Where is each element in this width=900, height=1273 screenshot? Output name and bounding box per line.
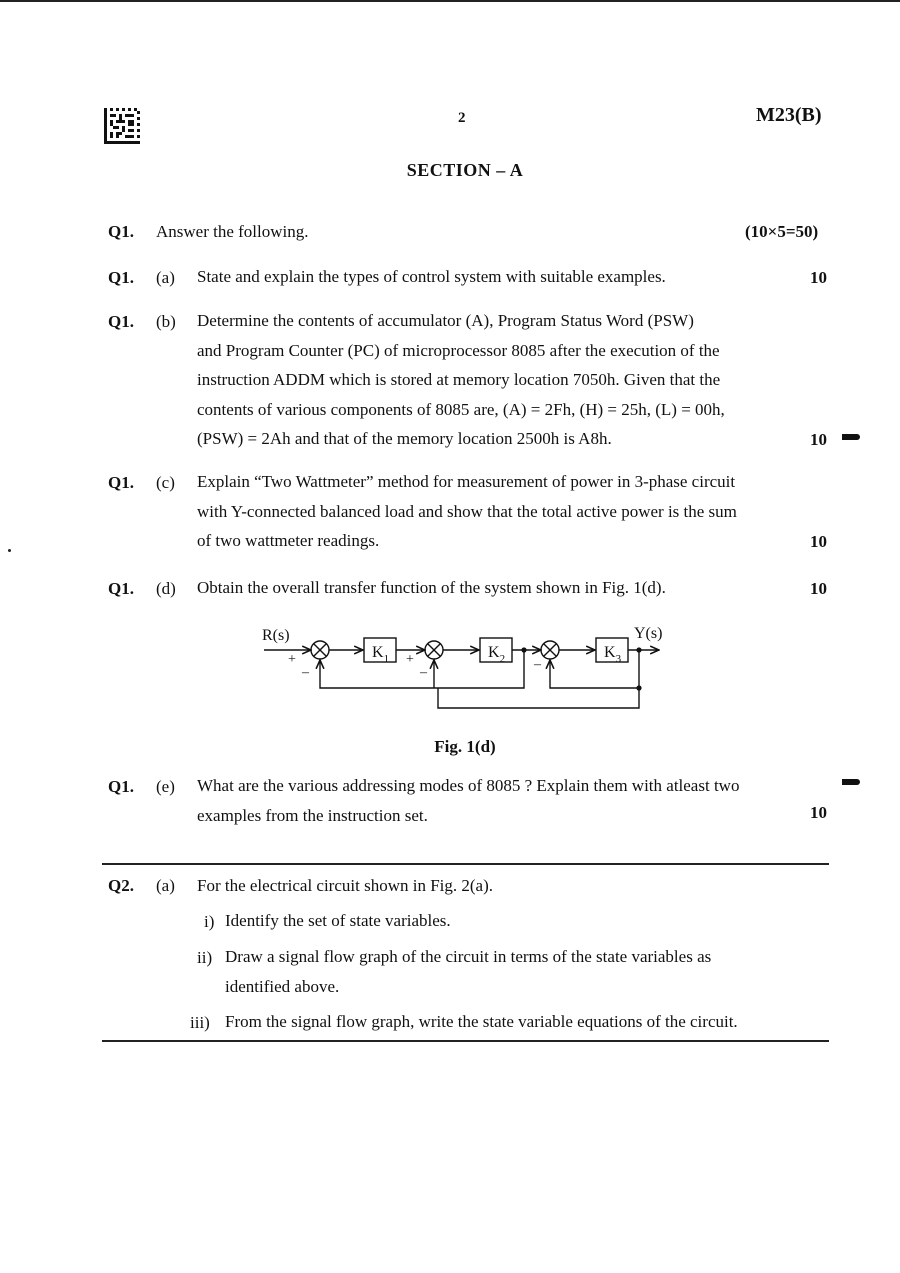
q1d-marks: 10: [810, 579, 827, 598]
q1-intro-text: Answer the following.: [156, 222, 309, 241]
plus-sign-2: +: [406, 652, 414, 667]
q2a-item-text: [225, 942, 825, 1001]
q1e-line: What are the various addressing modes of 8085 ? Explain them with atleast two: [197, 776, 740, 795]
q1b-line: instruction ADDM which is stored at memory location 7050h. Given that the: [197, 370, 721, 389]
q2a-label: Q2.: [108, 876, 134, 895]
q2a-item-line: identified above.: [225, 976, 340, 996]
q1c-line: with Y-connected balanced load and show that the total active power is the sum: [197, 501, 737, 521]
block-k3-label: $K_3$: [604, 644, 622, 665]
q1b-line: (PSW) = 2Ah and that of the memory location 2500h is A8h.: [197, 429, 612, 448]
q1c-label: Q1.: [108, 473, 134, 492]
q1a-label: Q1.: [108, 268, 134, 287]
q2a-item-line: From the signal flow graph, write the state variable equations of the circuit.: [225, 1012, 738, 1031]
q1e-marks: 10: [810, 803, 827, 822]
fig1d-caption: Fig. 1(d): [434, 737, 496, 756]
q1e-label: Q1.: [108, 777, 134, 796]
summing-junction-1: [311, 641, 329, 659]
q1d-line: Obtain the overall transfer function of the system shown in Fig. 1(d).: [197, 578, 666, 597]
q1b-text: [197, 306, 817, 454]
q1a-line: State and explain the types of control system with suitable examples.: [197, 267, 666, 286]
margin-tick-mark: [842, 434, 860, 440]
q1b-marks: 10: [810, 430, 827, 449]
summing-junction-3: [541, 641, 559, 659]
q2a-item-text: [225, 1007, 825, 1037]
q1b-label: Q1.: [108, 312, 134, 331]
q2a-item-text: [225, 906, 825, 936]
q1d-text: [197, 573, 817, 603]
q2a-item-num: ii): [197, 948, 213, 967]
q1c-marks: 10: [810, 532, 827, 551]
q1d-sub: (d): [156, 579, 176, 598]
q1e-line: examples from the instruction set.: [197, 805, 428, 825]
q1-intro-label: Q1.: [108, 222, 134, 241]
q1d-label: Q1.: [108, 579, 134, 598]
datamatrix-code-icon: [104, 108, 140, 144]
plus-sign-1: +: [288, 652, 296, 667]
paper-code: M23(B): [756, 104, 822, 126]
fig1d-block-diagram: [250, 620, 680, 720]
q1b-line: Determine the contents of accumulator (A), Program Status Word (PSW): [197, 311, 694, 330]
q1e-sub: (e): [156, 777, 175, 796]
q2a-item-num: iii): [190, 1013, 210, 1032]
q1-total-marks: (10×5=50): [745, 222, 819, 241]
minus-sign-3: –: [534, 657, 541, 672]
block-k1-label: $K_1$: [372, 644, 390, 665]
q1a-marks: 10: [810, 268, 827, 287]
feedback-path-3: [550, 660, 639, 688]
bottom-divider-rule: [102, 1040, 829, 1042]
q1b-sub: (b): [156, 312, 176, 331]
q1b-line: and Program Counter (PC) of microprocessor 8085 after the execution of the: [197, 340, 720, 360]
fig1d-output-label: Y(s): [634, 625, 663, 642]
q1a-sub: (a): [156, 268, 175, 287]
q2a-item-line: Identify the set of state variables.: [225, 911, 451, 930]
q1e-text: [197, 771, 817, 830]
page-number: 2: [458, 110, 466, 126]
q1c-line: of two wattmeter readings.: [197, 531, 380, 550]
top-border-rule: [0, 0, 900, 2]
q1a-text: [197, 262, 817, 292]
q1b-line: contents of various components of 8085 are, (A) = 2Fh, (H) = 25h, (L) = 00h,: [197, 399, 725, 419]
fig1d-input-label: R(s): [262, 627, 290, 644]
q1c-sub: (c): [156, 473, 175, 492]
q2a-sub: (a): [156, 876, 175, 895]
margin-tick-mark: [842, 779, 860, 785]
summing-junction-2: [425, 641, 443, 659]
q2a-item-line: Draw a signal flow graph of the circuit in terms of the state variables as: [225, 947, 712, 966]
q1c-text: [197, 467, 817, 556]
q2a-item-num: i): [204, 912, 215, 931]
margin-dot: [8, 549, 11, 552]
divider-rule: [102, 863, 829, 865]
minus-sign-1: –: [302, 665, 309, 680]
q2a-intro: For the electrical circuit shown in Fig. 2(a).: [197, 876, 493, 895]
minus-sign-2: –: [420, 665, 427, 680]
block-k2-label: $K_2$: [488, 644, 506, 665]
q1c-line: Explain “Two Wattmeter” method for measurement of power in 3-phase circuit: [197, 472, 736, 491]
section-title: SECTION – A: [406, 160, 524, 180]
